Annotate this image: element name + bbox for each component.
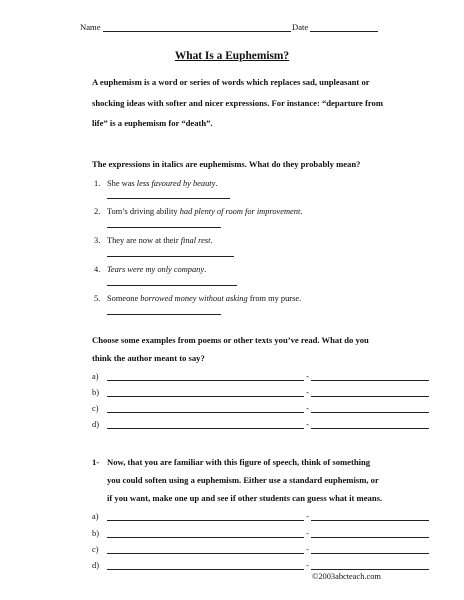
- letter-label: b): [92, 529, 99, 538]
- page-title: What Is a Euphemism?: [174, 50, 290, 62]
- answer-row: -: [107, 529, 429, 538]
- letter-label: b): [92, 388, 99, 397]
- answer-blank: [107, 248, 234, 257]
- answer-blank: [107, 190, 230, 199]
- letter-label: a): [92, 372, 99, 381]
- item-text: They are now at their final rest.: [107, 236, 213, 245]
- answer-row: -: [107, 420, 429, 429]
- section2-line-1: Choose some examples from poems or other texts you’ve read. What do you: [92, 335, 369, 345]
- answer-row: -: [107, 561, 429, 570]
- date-blank: [310, 23, 378, 32]
- section1-heading: The expressions in italics are euphemisms. What do they probably mean?: [92, 159, 361, 169]
- answer-blank: [107, 277, 237, 286]
- item-number: 4.: [94, 265, 101, 274]
- letter-label: c): [92, 545, 99, 554]
- letter-label: a): [92, 512, 99, 521]
- item-text: Someone borrowed money without asking from my purse.: [107, 294, 302, 303]
- name-field: [80, 22, 291, 32]
- answer-row: -: [107, 388, 429, 397]
- answer-blank: [107, 219, 221, 228]
- item-text: She was less favoured by beauty.: [107, 179, 218, 188]
- answer-row: -: [107, 372, 429, 381]
- section3-number: 1-: [92, 457, 100, 467]
- letter-label: c): [92, 404, 99, 413]
- section3-line-3: if you want, make one up and see if other students can guess what it means.: [107, 493, 383, 503]
- letter-label: d): [92, 561, 99, 570]
- section3-line-1: Now, that you are familiar with this figure of speech, think of something: [107, 457, 371, 467]
- date-label: Date: [292, 22, 309, 32]
- answer-row: -: [107, 545, 429, 554]
- name-blank: [103, 23, 291, 32]
- answer-row: -: [107, 512, 429, 521]
- item-text: Tears were my only company.: [107, 265, 207, 274]
- item-text: Tom’s driving ability had plenty of room for improvement.: [107, 207, 303, 216]
- intro-line-3: life” is a euphemism for “death”.: [92, 118, 213, 128]
- intro-line-1: A euphemism is a word or series of words which replaces sad, unpleasant or: [92, 77, 370, 87]
- letter-label: d): [92, 420, 99, 429]
- intro-line-2: shocking ideas with softer and nicer expressions. For instance: “departure from: [92, 98, 383, 108]
- answer-blank: [107, 306, 221, 315]
- date-field: [292, 22, 378, 32]
- copyright-footer: ©2003abcteach.com: [312, 572, 381, 581]
- item-number: 2.: [94, 207, 101, 216]
- item-number: 3.: [94, 236, 101, 245]
- item-number: 1.: [94, 179, 101, 188]
- section2-line-2: think the author meant to say?: [92, 353, 205, 363]
- name-label: Name: [80, 22, 101, 32]
- item-number: 5.: [94, 294, 101, 303]
- answer-row: -: [107, 404, 429, 413]
- section3-line-2: you could soften using a euphemism. Either use a standard euphemism, or: [107, 475, 379, 485]
